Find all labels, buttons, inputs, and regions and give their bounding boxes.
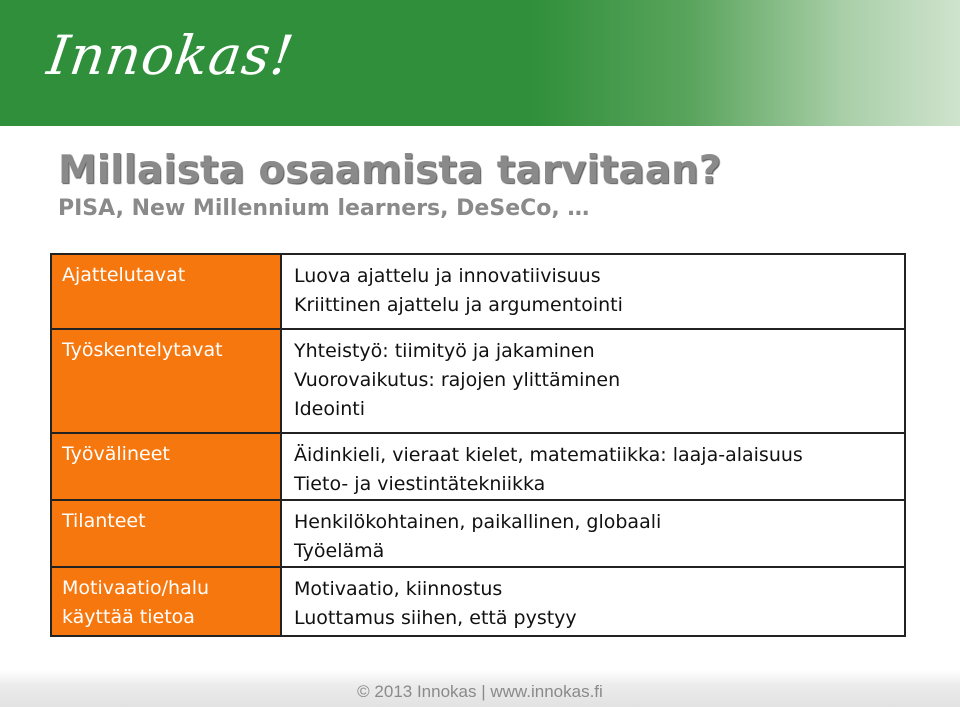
description-line: Henkilökohtainen, paikallinen, globaali: [294, 511, 662, 533]
description-line: Luottamus siihen, että pystyy: [294, 607, 577, 629]
description-line: Työelämä: [294, 540, 385, 562]
description-line: Kriittinen ajattelu ja argumentointi: [294, 294, 623, 316]
category-cell: Tilanteet: [51, 500, 281, 567]
description-cell: [281, 254, 905, 329]
description-line: Motivaatio, kiinnostus: [294, 578, 503, 600]
description-cell: [281, 433, 905, 500]
description-cell: [281, 567, 905, 636]
description-line: Luova ajattelu ja innovatiivisuus: [294, 265, 601, 287]
table-row: [51, 329, 905, 433]
category-cell: Työskentelytavat: [51, 329, 281, 433]
competence-table: [50, 253, 906, 637]
category-cell: Työvälineet: [51, 433, 281, 500]
description-line: Vuorovaikutus: rajojen ylittäminen: [294, 369, 621, 391]
table-row: [51, 433, 905, 500]
category-cell: Ajattelutavat: [51, 254, 281, 329]
innokas-logo: Innokas!: [43, 24, 299, 87]
slide-title: Millaista osaamista tarvitaan?: [58, 148, 722, 193]
table-row: [51, 254, 905, 329]
description-line: Äidinkieli, vieraat kielet, matematiikka: laaja-alaisuus: [294, 444, 803, 466]
description-line: Yhteistyö: tiimityö ja jakaminen: [294, 340, 595, 362]
description-cell: [281, 329, 905, 433]
description-line: Tieto- ja viestintätekniikka: [294, 473, 546, 495]
description-cell: [281, 500, 905, 567]
footer-text: © 2013 Innokas | www.innokas.fi: [357, 682, 603, 701]
header-banner: [0, 0, 960, 126]
table-row: [51, 500, 905, 567]
slide-subtitle: PISA, New Millennium learners, DeSeCo, …: [58, 196, 590, 221]
category-cell: Motivaatio/halu käyttää tietoa: [51, 567, 281, 636]
table-row: [51, 567, 905, 636]
description-line: Ideointi: [294, 398, 366, 420]
